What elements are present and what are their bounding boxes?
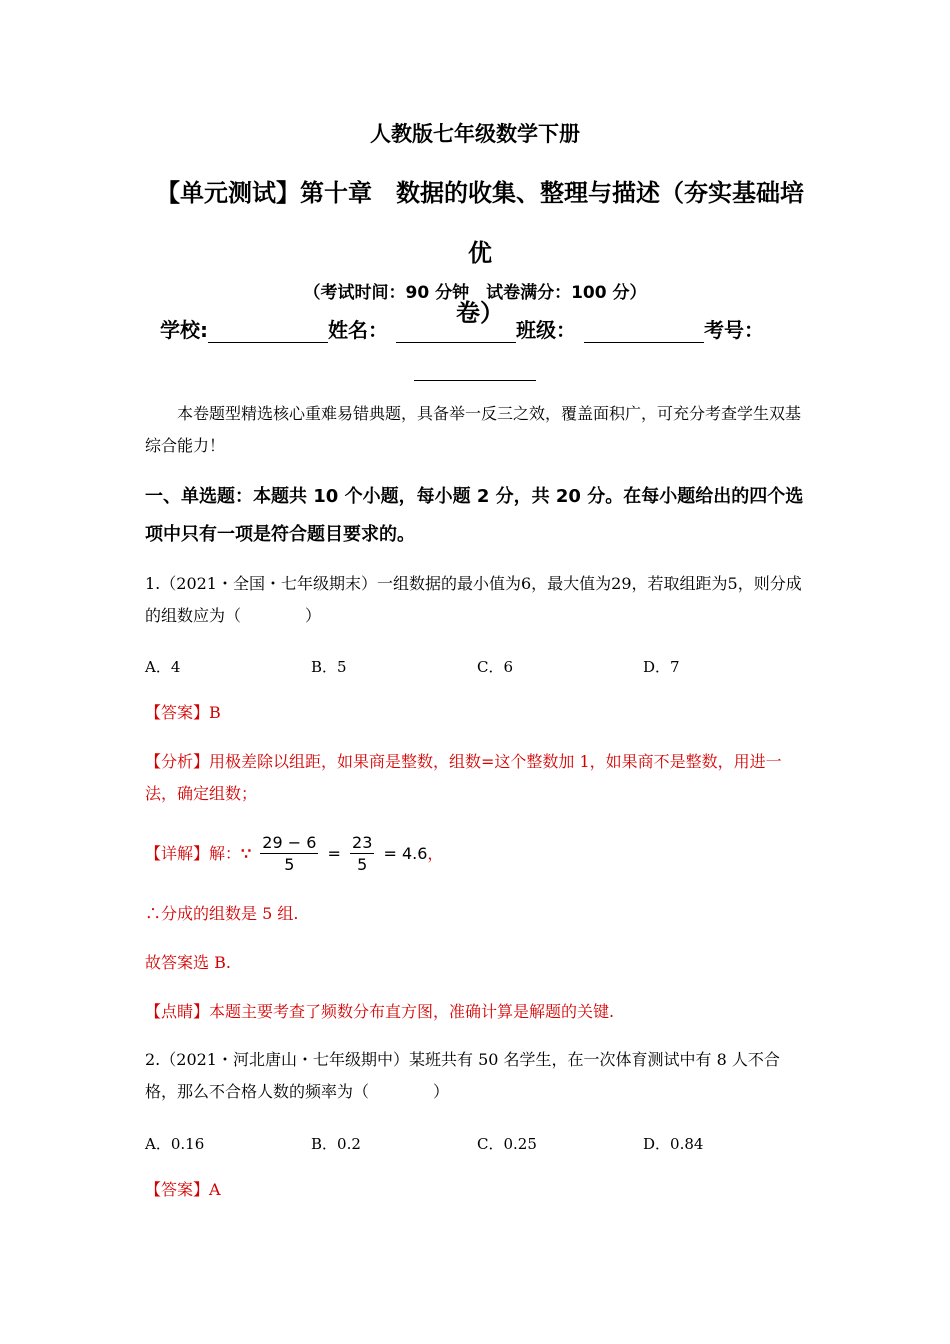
- fraction-1-numerator: 29 − 6: [262, 833, 317, 852]
- exam-info: （考试时间：90 分钟 试卷满分：100 分）: [303, 283, 647, 303]
- question-1-options: [145, 656, 810, 677]
- class-blank: [584, 320, 704, 343]
- option-b: B．5: [311, 658, 347, 676]
- option-b: B．0.2: [311, 1135, 361, 1153]
- question-2-stem: 2.（2021・河北唐山・七年级期中）某班共有 50 名学生，在一次体育测试中有 8 人不合格，那么不合格人数的频率为（ ）: [145, 1050, 780, 1101]
- section-heading: 一、单选题：本题共 10 个小题，每小题 2 分，共 20 分。在每小题给出的四个选项中只有一项是符合题目要求的。: [145, 486, 804, 545]
- fraction-1: [260, 833, 318, 876]
- document-title: 人教版七年级数学下册: [370, 122, 580, 146]
- option-a: A．4: [145, 658, 181, 676]
- detail-label: 【详解】解：: [145, 844, 242, 863]
- name-label: 姓名：: [328, 318, 388, 342]
- fraction-2: [350, 833, 374, 876]
- fraction-2-numerator: 23: [352, 833, 373, 852]
- option-a: A．0.16: [145, 1135, 205, 1153]
- name-blank: [396, 320, 516, 343]
- question-1-stem: 1.（2021・全国・七年级期末）一组数据的最小值为6，最大值为29，若取组距为5，则分成的组数应为（ ）: [145, 574, 802, 625]
- option-c: C．6: [477, 658, 514, 676]
- number-blank: [414, 358, 536, 381]
- intro-paragraph: 本卷题型精选核心重难易错典题，具备举一反三之效，覆盖面积广，可充分考查学生双基综合能力！: [145, 404, 802, 455]
- because-symbol: ∵: [241, 844, 252, 863]
- question-1-conclusion: ∴分成的组数是 5 组.: [145, 904, 299, 923]
- equals-sign: =: [327, 844, 341, 863]
- fraction-2-denominator: 5: [357, 855, 368, 874]
- question-2-answer: 【答案】A: [145, 1180, 221, 1199]
- number-label: 考号：: [704, 318, 764, 342]
- school-label: 学校:: [160, 318, 208, 342]
- option-d: D．7: [643, 658, 680, 676]
- subtitle-line-1: 【单元测试】第十章 数据的收集、整理与描述（夯实基础培优: [156, 179, 804, 267]
- option-c: C．0.25: [477, 1135, 537, 1153]
- question-1-analysis: 【分析】用极差除以组距，如果商是整数，组数=这个整数加 1，如果商不是整数，用进一法，确定组数；: [145, 752, 782, 803]
- question-1-detail: [145, 830, 810, 878]
- question-1-comment: 【点睛】本题主要考查了频数分布直方图，准确计算是解题的关键.: [145, 1002, 615, 1021]
- fraction-1-denominator: 5: [284, 855, 295, 874]
- detail-result: = 4.6: [383, 844, 428, 863]
- subtitle-line-2: 卷）: [456, 299, 504, 327]
- option-d: D．0.84: [643, 1135, 704, 1153]
- school-blank: [208, 320, 328, 343]
- question-1-answer: 【答案】B: [145, 703, 221, 722]
- detail-comma: ，: [427, 844, 444, 863]
- question-2-options: [145, 1133, 810, 1154]
- question-1-choice: 故答案选 B.: [145, 953, 231, 972]
- student-info-fields: [160, 314, 800, 343]
- class-label: 班级：: [516, 318, 576, 342]
